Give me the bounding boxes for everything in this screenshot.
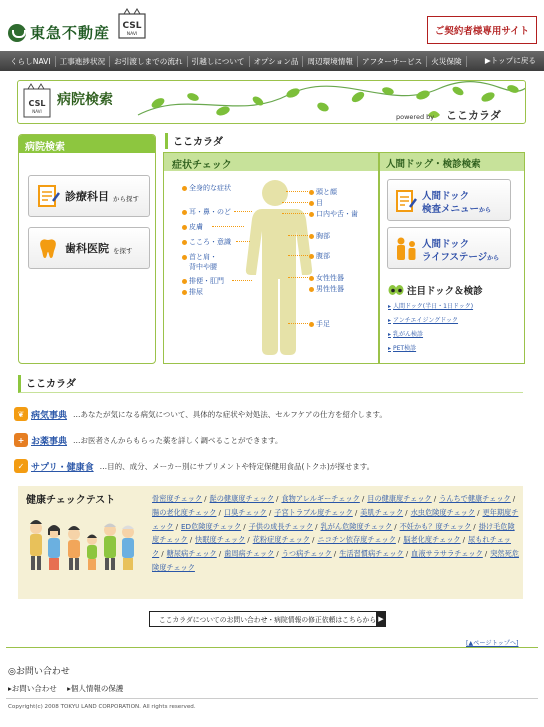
powered-by-label: powered by	[396, 113, 435, 121]
separator: /	[477, 507, 480, 517]
pointer-line	[288, 323, 308, 324]
symptom-bowel[interactable]: 排便・肛門	[182, 276, 224, 286]
tokyu-mark-icon	[8, 24, 26, 42]
symptom-abdomen[interactable]: 腹部	[309, 251, 330, 261]
inquiry-label: ここカラダについてのお問い合わせ・病院情報の修正依頼はこちらから	[158, 616, 377, 624]
symptom-back-waist[interactable]: 背中や腰	[189, 263, 217, 271]
symptom-eye[interactable]: 目	[309, 198, 323, 208]
leaf-icon: ❦	[14, 407, 28, 421]
arrow-right-icon: ▶	[376, 611, 386, 627]
health-check-link[interactable]: ED危険度チェック	[181, 521, 242, 531]
nav-item-after-service[interactable]: アフターサービス	[358, 56, 427, 67]
dock-life-line2: ライフステージ	[422, 252, 488, 263]
medicine-dictionary-link[interactable]: お薬事典	[31, 436, 68, 447]
nav-item-progress[interactable]: 工事進捗状況	[56, 56, 111, 67]
health-check-link[interactable]: 子供の成長チェック	[248, 521, 314, 531]
nav-top-link[interactable]: ▶トップに戻る	[484, 56, 536, 65]
separator: /	[473, 521, 476, 531]
health-check-heading: 健康チェックテスト	[26, 495, 116, 506]
separator: /	[462, 535, 466, 545]
symptom-ear-nose-throat[interactable]: 耳・鼻・のど	[182, 207, 231, 217]
family-illustration-icon	[24, 512, 142, 574]
health-check-link[interactable]: 歯周病チェック	[224, 549, 275, 559]
separator: /	[333, 549, 337, 559]
featured-link-pet[interactable]: ▸ PET検診	[388, 343, 416, 352]
separator: /	[405, 549, 409, 559]
company-name: 東急不動産	[30, 24, 111, 42]
search-by-department-button[interactable]	[28, 175, 150, 217]
nav-item-kurashi[interactable]: くらしNAVI	[6, 56, 56, 67]
pointer-line	[286, 191, 308, 192]
symptom-check-heading: 症状チェック	[164, 153, 378, 171]
banner-title: 病院検索	[57, 92, 113, 108]
featured-dock-heading	[388, 283, 483, 297]
disease-dictionary-link[interactable]: 病気事典	[31, 410, 68, 421]
symptom-limbs[interactable]: 手足	[309, 319, 330, 329]
separator: /	[218, 507, 221, 517]
health-check-link[interactable]: 髭の健康度チェック	[209, 494, 275, 503]
health-check-link[interactable]: 尿もれチェック	[152, 535, 511, 559]
inquiry-button[interactable]	[149, 611, 386, 627]
health-check-link[interactable]: 子宮トラブル度チェック	[274, 507, 353, 517]
pointer-line	[288, 255, 308, 256]
dock-life-stage-button[interactable]	[387, 227, 511, 269]
separator: /	[405, 507, 408, 517]
featured-dock-label: 注目ドック＆検診	[407, 286, 483, 297]
featured-link-full-dock[interactable]: ▸ 人間ドック(半日・1日ドック)	[388, 301, 473, 310]
health-check-link[interactable]: 更年期度チェック	[152, 507, 519, 531]
clipboard-icon	[394, 188, 418, 214]
health-check-link[interactable]: 腸の老化度チェック	[152, 507, 217, 517]
service-supplements	[14, 459, 374, 473]
health-check-link[interactable]: 水虫危険度チェック	[410, 507, 476, 517]
svg-text:CSL: CSL	[28, 99, 46, 108]
separator: /	[315, 521, 318, 531]
separator: /	[243, 521, 246, 531]
symptom-check-panel	[163, 152, 379, 364]
health-check-link[interactable]: 生活習慣病チェック	[339, 549, 404, 559]
separator: /	[361, 494, 365, 503]
separator: /	[218, 549, 222, 559]
health-check-link[interactable]: 不妊かも？度チェック	[399, 521, 472, 531]
pointer-line	[234, 211, 252, 212]
nav-item-options[interactable]: オプション品	[250, 56, 304, 67]
separator: /	[394, 521, 397, 531]
symptom-female[interactable]: 女性性器	[309, 273, 344, 283]
nav-item-flow[interactable]: お引渡しまでの流れ	[110, 56, 187, 67]
health-check-link[interactable]: 掛け毛危険度チェック	[152, 521, 515, 545]
separator: /	[189, 535, 193, 545]
nav-item-moving[interactable]: 引越しについて	[188, 56, 250, 67]
health-check-link[interactable]: 快眠度チェック	[195, 535, 246, 545]
symptom-head-face[interactable]: 頭と顔	[309, 187, 337, 197]
contract-site-button[interactable]: ご契約者様専用サイト	[427, 16, 537, 44]
body-silhouette-icon	[236, 179, 314, 359]
dental-sub-label: を探す	[113, 246, 133, 255]
supplements-desc: …目的、成分、メーカー別にサプリメントや特定保健用食品(トクホ)が探せます。	[99, 461, 375, 471]
dock-search-heading: 人間ドッグ・検診検索	[380, 153, 524, 171]
footer-divider	[6, 647, 538, 648]
separator: /	[268, 507, 272, 517]
copyright: Copyright(c) 2008 TOKYU LAND CORPORATION. All rights reserved.	[8, 704, 196, 710]
featured-link-anti-aging[interactable]: ▸ アンチエイジングドック	[388, 315, 458, 324]
hospital-search-panel	[18, 134, 156, 364]
pointer-line	[236, 241, 250, 242]
company-logo[interactable]	[8, 22, 110, 43]
health-check-link[interactable]: 突然死危険度チェック	[152, 549, 519, 572]
department-label: 診療科目	[65, 190, 109, 203]
disease-dictionary-desc: …あなたが気になる病気について、具体的な症状や対処法、セルフケアの仕方を紹介します。	[73, 409, 387, 419]
symptom-chest[interactable]: 胸部	[309, 231, 330, 241]
footer-links	[8, 683, 123, 694]
separator: /	[276, 549, 279, 559]
footer-link-privacy[interactable]: ▸個人情報の保護	[67, 684, 124, 693]
separator: /	[354, 507, 358, 517]
separator: /	[204, 494, 207, 503]
dock-search-panel	[379, 152, 525, 364]
global-nav	[0, 51, 544, 71]
separator: /	[484, 549, 488, 559]
footer-link-contact[interactable]: ▸お問い合わせ	[8, 684, 57, 693]
dock-life-line1: 人間ドック	[422, 239, 470, 250]
health-check-link[interactable]: 食物アレルギーチェック	[281, 494, 360, 503]
separator: /	[512, 494, 516, 503]
department-sub-label: から探す	[113, 194, 139, 203]
service-medicine-dictionary	[14, 433, 282, 447]
pointer-line	[288, 277, 308, 278]
health-check-link[interactable]: うつ病チェック	[281, 549, 332, 559]
nav-item-insurance[interactable]: 火災保険	[427, 56, 466, 67]
health-check-link[interactable]: 脳老化度チェック	[403, 535, 461, 545]
footer-divider	[6, 698, 538, 699]
dental-label: 歯科医院	[65, 242, 109, 255]
search-dental-button[interactable]	[28, 227, 150, 269]
csl-navi-logo-icon	[116, 8, 148, 40]
separator: /	[433, 494, 437, 503]
health-check-link[interactable]: 糖尿病チェック	[166, 549, 217, 559]
supplement-icon: ✓	[14, 459, 28, 473]
site-header	[0, 0, 544, 50]
separator: /	[247, 535, 250, 545]
health-check-link[interactable]: 血液サラサラチェック	[411, 549, 483, 559]
cocokarada-brand: ここカラダ	[446, 109, 501, 122]
people-icon	[393, 236, 419, 262]
nav-item-environment[interactable]: 周辺環境情報	[303, 56, 358, 67]
separator: /	[311, 535, 315, 545]
health-check-panel	[18, 486, 523, 599]
symptom-male[interactable]: 男性性器	[309, 284, 344, 294]
health-check-link[interactable]: 花粉症度チェック	[252, 535, 310, 545]
hospital-search-heading: 病院検索	[19, 135, 155, 153]
featured-link-breast-cancer[interactable]: ▸ 乳がん検診	[388, 329, 423, 338]
pointer-line	[282, 213, 308, 214]
svg-text:NAVI: NAVI	[126, 32, 138, 37]
health-check-list	[152, 492, 520, 575]
health-check-link[interactable]: 乳がん危険度チェック	[320, 521, 393, 531]
footer-title: ◎お問い合わせ	[8, 667, 70, 677]
symptom-neck-shoulder[interactable]: 首と肩・	[182, 252, 217, 262]
symptom-mind[interactable]: こころ・意識	[182, 237, 231, 247]
pointer-line	[212, 226, 244, 227]
cocokarada-heading: ここカラダ	[165, 133, 525, 149]
symptom-urination[interactable]: 排尿	[182, 287, 203, 297]
symptom-mouth[interactable]: 口内や舌・歯	[309, 209, 358, 219]
tooth-icon	[35, 235, 61, 261]
svg-text:CSL: CSL	[122, 21, 142, 31]
symptom-skin[interactable]: 皮膚	[182, 222, 203, 232]
clipboard-icon	[35, 183, 61, 209]
medicine-icon: +	[14, 433, 28, 447]
dock-life-suffix: から	[487, 255, 500, 262]
separator: /	[397, 535, 401, 545]
health-check-link[interactable]: 骨密度チェック	[152, 494, 203, 503]
separator: /	[161, 549, 164, 559]
medicine-dictionary-desc: …お医者さんからもらった薬を詳しく調べることができます。	[73, 435, 283, 445]
symptom-whole-body[interactable]: 全身的な症状	[182, 183, 231, 193]
pointer-line	[282, 202, 308, 203]
dock-menu-line1: 人間ドック	[422, 191, 470, 202]
supplements-link[interactable]: サプリ・健康食	[31, 462, 94, 473]
hospital-search-banner	[17, 80, 526, 124]
health-check-link[interactable]: 口臭チェック	[223, 507, 267, 517]
health-check-link[interactable]: 目の健康度チェック	[367, 494, 432, 503]
health-check-link[interactable]: うんちで健康チェック	[439, 494, 511, 503]
eyes-icon	[388, 284, 404, 296]
dock-menu-button[interactable]	[387, 179, 511, 221]
page-top-link[interactable]: [▲ページトップへ]	[466, 640, 519, 647]
health-check-link[interactable]: ニコチン依存度チェック	[317, 535, 396, 545]
svg-text:NAVI: NAVI	[32, 109, 42, 114]
dock-menu-line2: 検査メニュー	[422, 204, 480, 215]
services-heading: ここカラダ	[18, 375, 523, 393]
dock-menu-suffix: から	[479, 207, 492, 214]
service-disease-dictionary	[14, 407, 387, 421]
health-check-link[interactable]: 美肌チェック	[360, 507, 404, 517]
separator: /	[175, 521, 178, 531]
pointer-line	[232, 280, 252, 281]
separator: /	[276, 494, 279, 503]
pointer-line	[288, 235, 308, 236]
